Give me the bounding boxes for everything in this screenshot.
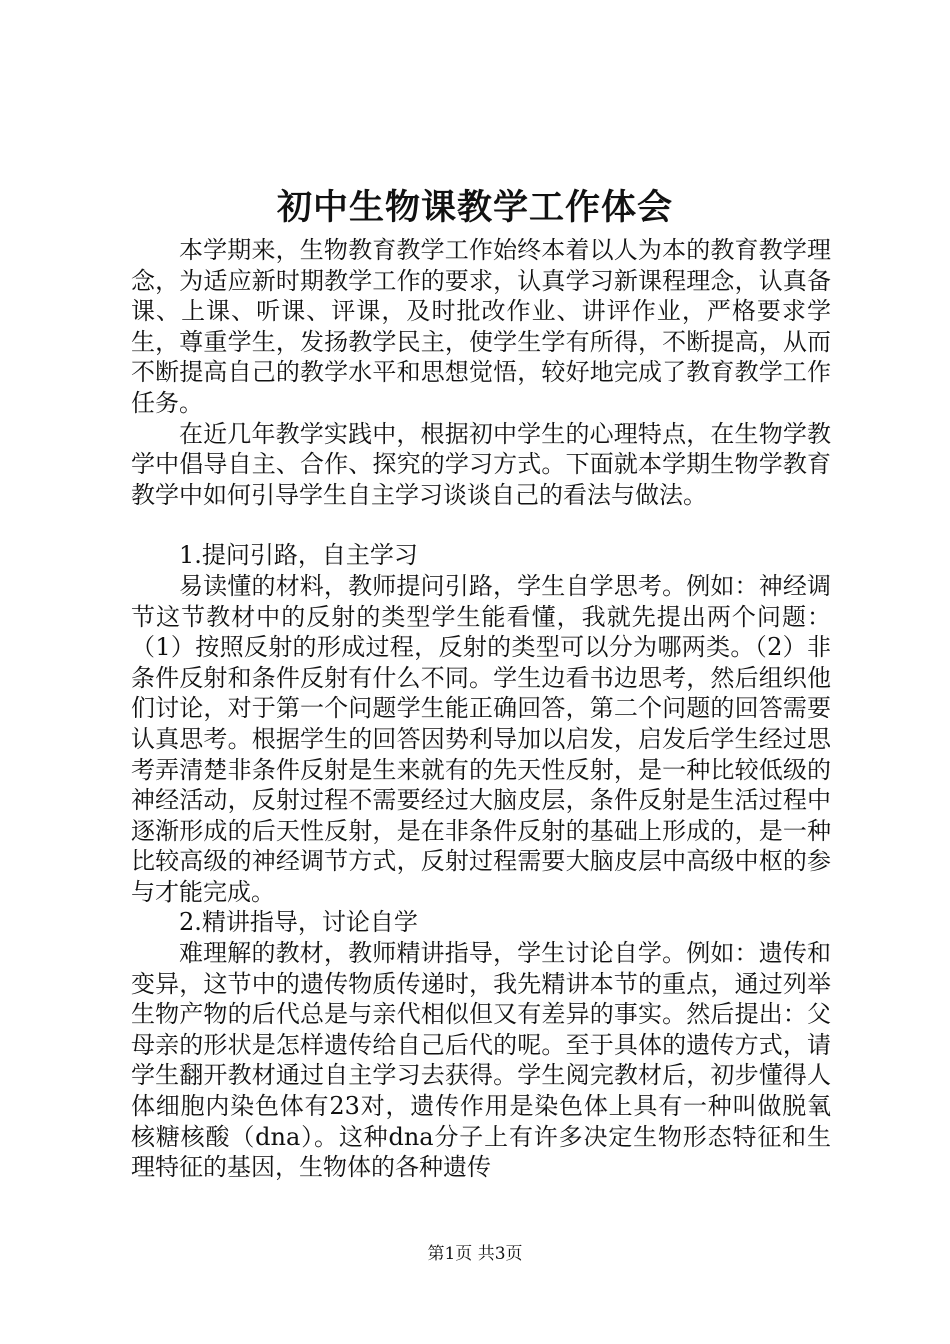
page-footer: 第1页 共3页 (427, 1244, 523, 1264)
section-heading-2: 2.精讲指导，讨论自学 (179, 908, 418, 937)
paragraph-intro: 本学期来，生物教育教学工作始终本着以人为本的教育教学理念，为适应新时期教学工作的要求，认真学习新课程理念，认真备课、上课、听课、评课，及时批改作业、讲评作业，严格要求学生，尊重学生，发扬教学民主，使学生学有所得，不断提高，从而不断提高自己的教学水平和思想觉悟，较好地完成了教育教学工作任务。 (131, 236, 831, 417)
document-body (131, 235, 831, 1183)
paragraph-section-2: 难理解的教材，教师精讲指导，学生讨论自学。例如：遗传和变异，这节中的遗传物质传递时，我先精讲本节的重点，通过列举生物产物的后代总是与亲代相似但又有差异的事实。然后提出：父母亲的形状是怎样遗传给自己后代的呢。至于具体的遗传方式，请学生翻开教材通过自主学习去获得。学生阅完教材后，初步懂得人体细胞内染色体有23对，遗传作用是染色体上具有一种叫做脱氧核糖核酸（dna）。这种dna分子上有许多决定生物形态特征和生理特征的基因，生物体的各种遗传 (131, 939, 831, 1182)
document-title: 初中生物课教学工作体会 (276, 187, 673, 228)
section-heading-1: 1.提问引路，自主学习 (179, 541, 418, 570)
paragraph-practice: 在近几年教学实践中，根据初中学生的心理特点，在生物学教学中倡导自主、合作、探究的学习方式。下面就本学期生物学教育教学中如何引导学生自主学习谈谈自己的看法与做法。 (131, 419, 831, 509)
paragraph-section-1: 易读懂的材料，教师提问引路，学生自学思考。例如：神经调节这节教材中的反射的类型学生能看懂，我就先提出两个问题：（1）按照反射的形成过程，反射的类型可以分为哪两类。（2）非条件反射和条件反射有什么不同。学生边看书边思考，然后组织他们讨论，对于第一个问题学生能正确回答，第二个问题的回答需要认真思考。根据学生的回答因势利导加以启发，启发后学生经过思考弄清楚非条件反射是生来就有的先天性反射，是一种比较低级的神经活动，反射过程不需要经过大脑皮层，条件反射是生活过程中逐渐形成的后天性反射，是在非条件反射的基础上形成的，是一种比较高级的神经调节方式，反射过程需要大脑皮层中高级中枢的参与才能完成。 (131, 571, 831, 906)
